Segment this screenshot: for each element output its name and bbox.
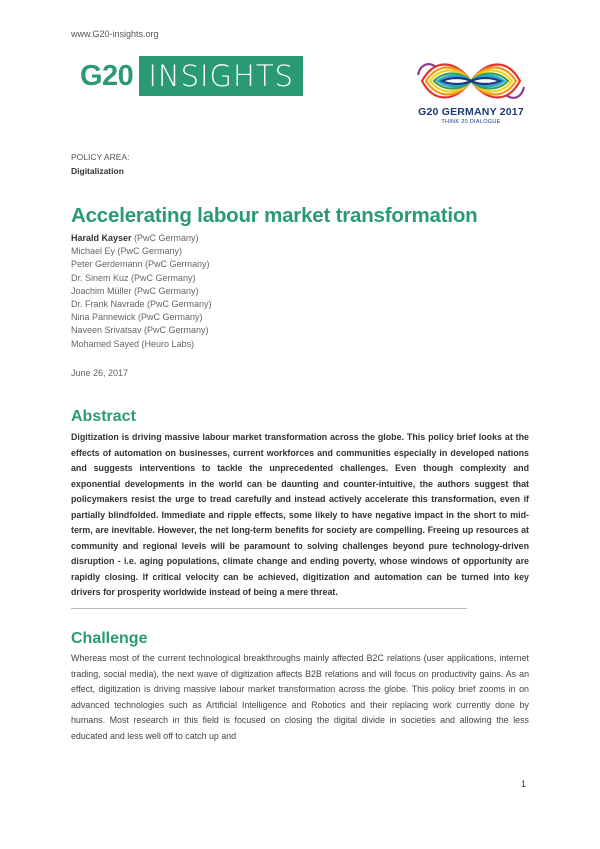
publication-date: June 26, 2017 xyxy=(71,368,129,378)
author-affiliation: (PwC Germany) xyxy=(131,233,199,243)
page-number: 1 xyxy=(521,779,527,789)
author-affiliation: (PwC Germany) xyxy=(141,325,209,336)
author-item xyxy=(71,245,212,258)
author-affiliation: (PwC Germany) xyxy=(144,299,212,310)
author-name: Dr. Frank Navrade xyxy=(71,299,145,310)
website-url: www.G20-insights.org xyxy=(71,29,159,39)
author-name: Harald Kayser xyxy=(71,233,132,243)
g20-knot-logo-icon xyxy=(414,55,528,107)
logo-g20-text: G20 xyxy=(80,60,134,92)
author-list xyxy=(71,232,212,351)
document-title: Accelerating labour market transformation xyxy=(71,204,478,227)
author-name: Naveen Srivatsav xyxy=(71,325,142,336)
author-item xyxy=(71,338,212,351)
author-item xyxy=(71,298,212,311)
policy-area-value: Digitalization xyxy=(71,166,124,176)
author-affiliation: (PwC Germany) xyxy=(131,285,199,296)
author-affiliation: (PwC Germany) xyxy=(135,312,203,323)
author-item xyxy=(71,285,212,298)
abstract-heading: Abstract xyxy=(71,408,136,425)
author-affiliation: (PwC Germany) xyxy=(142,259,210,270)
author-item xyxy=(71,272,212,285)
challenge-heading: Challenge xyxy=(71,630,148,647)
author-item xyxy=(71,232,212,245)
author-name: Mohamed Sayed xyxy=(71,338,140,349)
author-item xyxy=(71,258,212,271)
abstract-text: Digitization is driving massive labour market transformation across the globe. This policy brief looks at the effects of automation on businesses, current workforces and communities especially in developed nations and suggests interventions to tackle the unprecedented challenges. Even though complexity and exponential developments in the world can be daunting and counter-intuitive, the authors suggest that policymakers resist the urge to tread carefully and instead actively accelerate this transformation, even if partially blindfolded. Immediate and ripple effects, some likely to have negative impact in the short to mid-term, are inevitable. However, the net long-term benefits for society are compelling. Freeing up resources at community and regional levels will be paramount to solving challenges beyond pure technology-driven disruption - i.e. aging populations, climate change and ending poverty, whose windows of opportunity are rapidly closing. If critical velocity can be achieved, digitization and automation can be turned into key drivers for prosperity worldwide instead of being a mere threat. xyxy=(71,432,529,597)
g20-insights-logo xyxy=(80,56,303,96)
author-name: Nina Pannewick xyxy=(71,312,136,323)
author-affiliation: (PwC Germany) xyxy=(128,272,196,283)
author-item xyxy=(71,324,212,337)
challenge-text: Whereas most of the current technological breakthroughs mainly affected B2C relations (user applications, internet trading, social media), the next wave of digitization affects B2B relations and will focus on productivity gains. As an effect, digitization is driving massive labour market transformation across the globe. This policy brief zooms in on advanced technologies such as Artificial Intelligence and Robotics and their replacing work currently done by humans. Most research in this field is focused on closing the digital divide in societies and allowing the less educated and less well off to catch up and xyxy=(71,653,529,741)
policy-area-label: POLICY AREA: xyxy=(71,152,130,162)
author-item xyxy=(71,311,212,324)
author-name: Michael Ey xyxy=(71,246,116,257)
author-name: Peter Gerdemann xyxy=(71,259,143,270)
event-subtitle: THINK 20 DIALOGUE xyxy=(441,119,501,125)
section-divider xyxy=(71,608,467,609)
author-name: Dr. Sinem Kuz xyxy=(71,272,129,283)
event-title: G20 GERMANY 2017 xyxy=(418,106,524,118)
author-name: Joachim Müller xyxy=(71,285,132,296)
logo-insights-text: INSIGHTS xyxy=(139,56,303,96)
author-affiliation: (Heuro Labs) xyxy=(139,338,195,349)
author-affiliation: (PwC Germany) xyxy=(115,246,183,257)
